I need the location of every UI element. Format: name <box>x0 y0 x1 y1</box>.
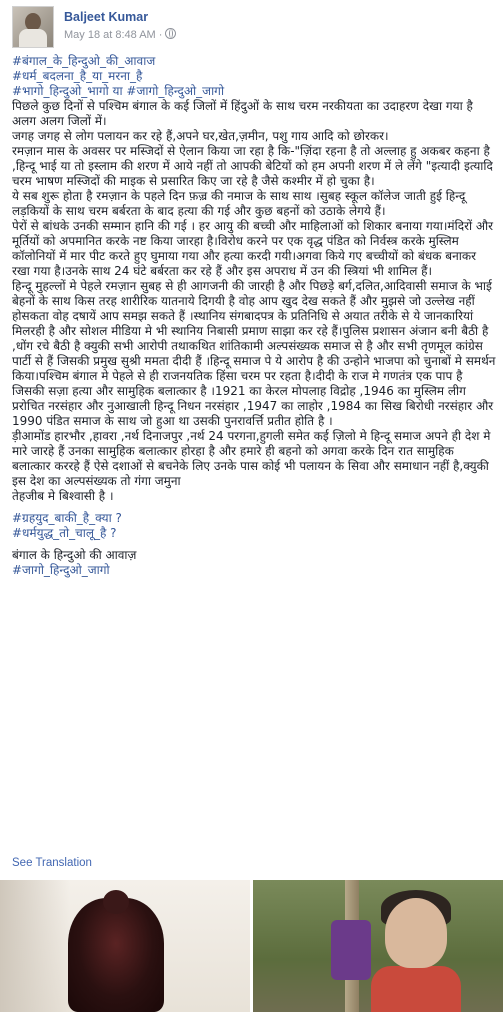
post-paragraph: ये सब शुरू होता है रमज़ान के पहले दिन फ़ज़्र की नमाज के साथ साथ ।सुबह स्कूल कॉलेज जाती हुई हिन्दू लड़कियों के साथ चरम बर्बरता के बाद हत्या की गई और कुछ बहनों को उठाके लेगये हैं। <box>12 189 466 218</box>
hashtag-line[interactable]: #बंगाल_के_हिन्दुओ_की_आवाज <box>12 54 156 68</box>
post-paragraph: जगह जगह से लोग पलायन कर रहे हैं,अपने घर,खेत,ज़मीन, पशु गाय आदि को छोरकर। <box>12 129 389 143</box>
closing-hashtag[interactable]: #जागो_हिन्दुओ_जागो <box>12 563 110 577</box>
post-photo-2[interactable] <box>253 880 503 1012</box>
post-header <box>12 6 492 48</box>
post-paragraph: हिन्दू मुहल्लों मे पेहले रमज़ान सुबह से ही आगजनी की जारही है और पिछड़े बर्ग,दलित,आदिवासी समाज के भाई बेहनों के साथ किस तरह शारीरिक यातनाये दिगयी है वोह आप खुद देख सकते हैं और मुझसे जो उल्लेख नहीं होसकता वोह दषायें आप समझ सकते हैं ।स्थानिय संगबादपत्र के प्रतिनिधि से अयात तरीके से ये जानकारियां मिलरही है और सोशल मीडिया मे भी स्थानिय निबासी प्रमाण साझा कर रहे हैं।पुलिस प्रशासन अंजान बनी बैठी है ,धोंग रचे बैठी है क्युकी सभी आरोपी तथाकथित शांतिकामी अल्पसंख्यक समाज से है और सभी तृणमूल कांग्रेस पार्टी से हैं जिसकी प्रमुख सुश्री ममता दीदी हैं ।हिन्दू समाज पे ये आरोप है की उन्होने भाजपा को चुनाबों मे समर्थन किया।पश्चिम बंगाल मे पेहले से ही राजनयतिक हिंसा चरम पर रहता है।दीदी के राज मे गणतंत्र एक पाप है जिसकी सज़ा हत्या और सामुहिक बलात्कार है ।1921 का केरल मोपलाह विद्रोह ,1946 का मुस्लिम लीग प्ररोचित नरसंहार और नुआखाली हिन्दू निधन नरसंहार ,1947 का लाहोर ,1984 का सिख बिरोधी नरसंहार और 1990 पंडित समाज के साथ जो हुआ था उसकी पुनरावर्त्ति प्रतीत होति है । <box>12 279 496 428</box>
closing-line: बंगाल के हिन्दुओ की आवाज़ <box>12 548 137 562</box>
see-translation-link[interactable]: See Translation <box>12 857 92 869</box>
post-photo-1[interactable] <box>0 880 250 1012</box>
hashtag-line[interactable]: #ग्रहयुद_बाकी_है_क्या ? <box>12 511 122 525</box>
post-paragraph: ड़ीआमोंड हारभौर ,हावरा ,नर्थ दिनाजपुर ,नर्थ 24 परगना,हुगली समेत कई ज़िलो मे हिन्दू समाज अपने ही देश मे मारे जारहे हैं उनका सामुहिक बलात्कार होरहा है और हमारे ही बहनो को अगवा करके दिन रात सामुहिक <box>12 429 491 458</box>
cloth <box>331 920 371 980</box>
spacer <box>12 504 496 511</box>
post-paragraph: पिछले कुछ दिनों से पश्चिम बंगाल के कई जिलों में हिंदुओं के साथ चरम नरकीयता का उदाहरण देखा गया है अलग अलग जिलों में। <box>12 99 473 128</box>
post-photos <box>0 880 503 1012</box>
post-paragraph: पेरों से बांधके उनकी सम्मान हानि की गई । हर आयु की बच्ची और माहिलाओं को शिकार बनाया गया।मंदिरों और मूर्तियों को अपमानित करके नष्ट किया जारहा है।विरोध करने पर एक वृद्ध पंडित को निर्वस्त्र करके मुस्लिम कॉलोनियों में मार पीट करते हुए घुमाया गया और हत्या करदी गयी।अगवा किये गए बच्चीयों को बंधक बनाकर रखा गया है।उनके साथ 24 घंटे बर्बरता कर रहे हैं और इस अपराध में उन की स्त्रियां भी शामिल हैं। <box>12 219 494 278</box>
child-face <box>385 898 447 968</box>
hashtag-line[interactable]: #भागो_हिन्दुओ_भागो या #जागो_हिन्दुओ_जागो <box>12 84 225 98</box>
hashtag-line[interactable]: #धर्म_बदलना_है_या_मरना_है <box>12 69 143 83</box>
post-paragraph: तेहजीब मे बिश्वासी है । <box>12 489 114 503</box>
photo-shade <box>0 880 70 1012</box>
hashtag-line[interactable]: #धर्मयुद्ध_तो_चालू_है ? <box>12 526 117 540</box>
author-name[interactable]: Baljeet Kumar <box>64 10 149 24</box>
meta-separator: · <box>158 29 163 41</box>
post-timestamp[interactable]: May 18 at 8:48 AM <box>64 29 156 41</box>
post-paragraph: रमज़ान मास के अवसर पर मस्जिदों से ऐलान किया जा रहा है कि-"ज़िंदा रहना है तो अल्लाह हु अकबर कहना है ,हिन्दू भाई या तो इस्लाम की शरण में आये नहीं तो आपकी बेटियों को हम अपनी शरण में ले लेंगे "इत्यादी इत्यादि चरम भाषण मस्जिदों की माइक से प्रसारित किए जा रहे है जैसे कश्मीर में हो चुका है। <box>12 144 493 188</box>
idol-figure <box>68 898 164 1012</box>
post-meta <box>64 28 176 41</box>
post-body <box>12 54 496 578</box>
child-shirt <box>371 966 461 1012</box>
globe-icon[interactable] <box>165 28 176 39</box>
idol-head <box>103 890 129 914</box>
avatar-body <box>19 29 47 48</box>
post-paragraph: बलात्कार कररहे हैं ऐसे दशाओं से बचनेके लिए उनके पास कोई भी पलायन के सिवा और समाधान नहीं है,क्युकी इस देश का अल्पसंख्यक तो गंगा जमुना <box>12 459 489 488</box>
spacer <box>12 541 496 548</box>
avatar[interactable] <box>12 6 54 48</box>
